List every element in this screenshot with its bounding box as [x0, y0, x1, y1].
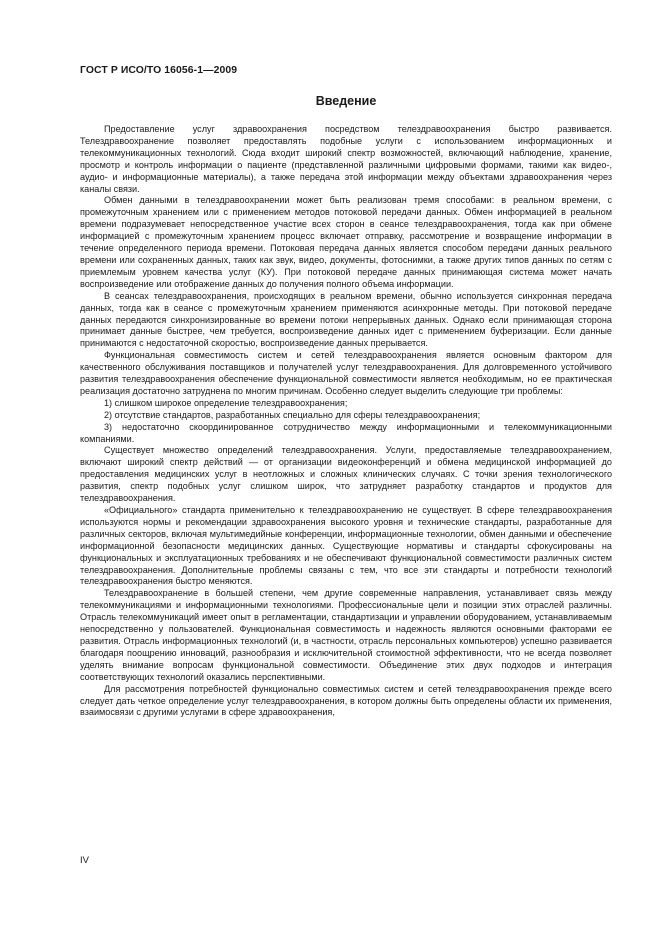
paragraph: Предоставление услуг здравоохранения посредством телездравоохранения быстро развивается. Телездравоохранение позволяет предоставлять подобные услуги с использованием информационных и телекоммуникационных технологий. Сюда входит широкий спектр возможностей, включающий наблюдение, хранение, просмотр и контроль информации о пациенте (представленной различными цифровыми формами, такими как видео-, аудио- и информационные материалы), а также передача этой информации между объектами здравоохранения через каналы связи. — [80, 124, 612, 194]
section-title: Введение — [315, 94, 377, 108]
paragraph: Телездравоохранение в большей степени, чем другие современные направления, устанавливает связь между телекоммуникациями и информационными технологиями. Профессиональные цели и позиции этих отраслей различны. Отрасль телекоммуникаций имеет опыт в регламентации, стандартизации и управлении оборудованием, устанавливаемым непосредственно у пользователей. Функциональная совместимость и надежность являются основными факторами ее развития. Отрасль информационных технологий (и, в частности, отрасль персональных компьютеров) успешно развивается благодаря поощрению инноваций, разнообразия и исключительной стоимостной эффективности, что не всегда позволяет уделять внимание вопросам функциональной совместимости. Объединение этих двух подходов и интеграция соответствующих технологий оказались перспективными. — [80, 588, 612, 682]
paragraph: Для рассмотрения потребностей функционально совместимых систем и сетей телездравоохранения прежде всего следует дать четкое определение услуг телездравоохранения, в котором должны быть определены области их применения, взаимосвязи с другими услугами в сфере здравоохранения, — [80, 683, 612, 718]
page-number: IV — [80, 855, 89, 866]
paragraph: Обмен данными в телездравоохранении может быть реализован тремя способами: в реальном времени, с промежуточным хранением или с применением методов потоковой передачи данных. Обмен информацией в реальном времени подразумевает непосредственное участие всех сторон в сеансе телездравоохранения, тогда как при обмене информацией с промежуточным хранением процесс включает отправку, рассмотрение и возвращение информации в течение определенного периода времени. Потоковая передача данных является способом передачи данных реального времени или сохраненных данных, таких как звук, видео, документы, фотоснимки, а также других типов данных по сетям с приемлемым уровнем качества услуг (КУ). При потоковой передаче данных принимающая система может начать воспроизведение или отображение данных до получения полного объема информации. — [80, 195, 612, 289]
list-item: 1) слишком широкое определение телездравоохранения; — [104, 397, 348, 408]
body-text — [80, 124, 612, 719]
paragraph: Существует множество определений телездравоохранения. Услуги, предоставляемые телездравоохранением, включают широкий спектр действий — от организации видеоконференций и обмена медицинской информацией до предоставления медицинских услуг в неотложных и сложных клинических случаях. С точки зрения технологического развития, спектр подобных услуг слишком широк, что затрудняет разработку стандартов и продуктов для телездравоохранения. — [80, 445, 612, 504]
list-item: 3) недостаточно скоординированное сотрудничество между информационными и телекоммуникационными компаниями. — [80, 421, 612, 444]
paragraph: Функциональная совместимость систем и сетей телездравоохранения является основным фактором для качественного обслуживания поставщиков и получателей услуг телездравоохранения. Для долговременного устойчивого развития телездравоохранения обеспечение функциональной совместимости является необходимым, но ее практическая реализация достаточно затруднена по многим причинам. Особенно следует выделить следующие три проблемы: — [80, 350, 612, 396]
paragraph: В сеансах телездравоохранения, происходящих в реальном времени, обычно используется синхронная передача данных, тогда как в сеансе с промежуточным хранением применяются асинхронные методы. При потоковой передаче данных передаются синхронизированные во времени потоки непрерывных данных. Однако если принимающая сторона принимает данные быстрее, чем требуется, воспроизведение данных идет с применением буферизации. Если данные принимаются с недостаточной скоростью, воспроизведение данных прерывается. — [80, 290, 612, 349]
standard-designation: ГОСТ Р ИСО/ТО 16056-1—2009 — [80, 65, 238, 76]
paragraph: «Официального» стандарта применительно к телездравоохранению не существует. В сфере телездравоохранения используются нормы и рекомендации здравоохранения высокого уровня и технические стандарты, разработанные для различных секторов, включая мультимедийные конференции, информационные технологии, обмен данными и обеспечение информационной безопасности медицинских данных. Существующие нормативы и стандарты сфокусированы на функциональных и эксплуатационных требованиях и не обеспечивают функциональной совместимости различных систем телездравоохранения. Дополнительные проблемы связаны с тем, что все эти стандарты и потребности технологий телездравоохранения быстро меняются. — [80, 505, 612, 587]
list-item: 2) отсутствие стандартов, разработанных специально для сферы телездравоохранения; — [104, 409, 481, 420]
